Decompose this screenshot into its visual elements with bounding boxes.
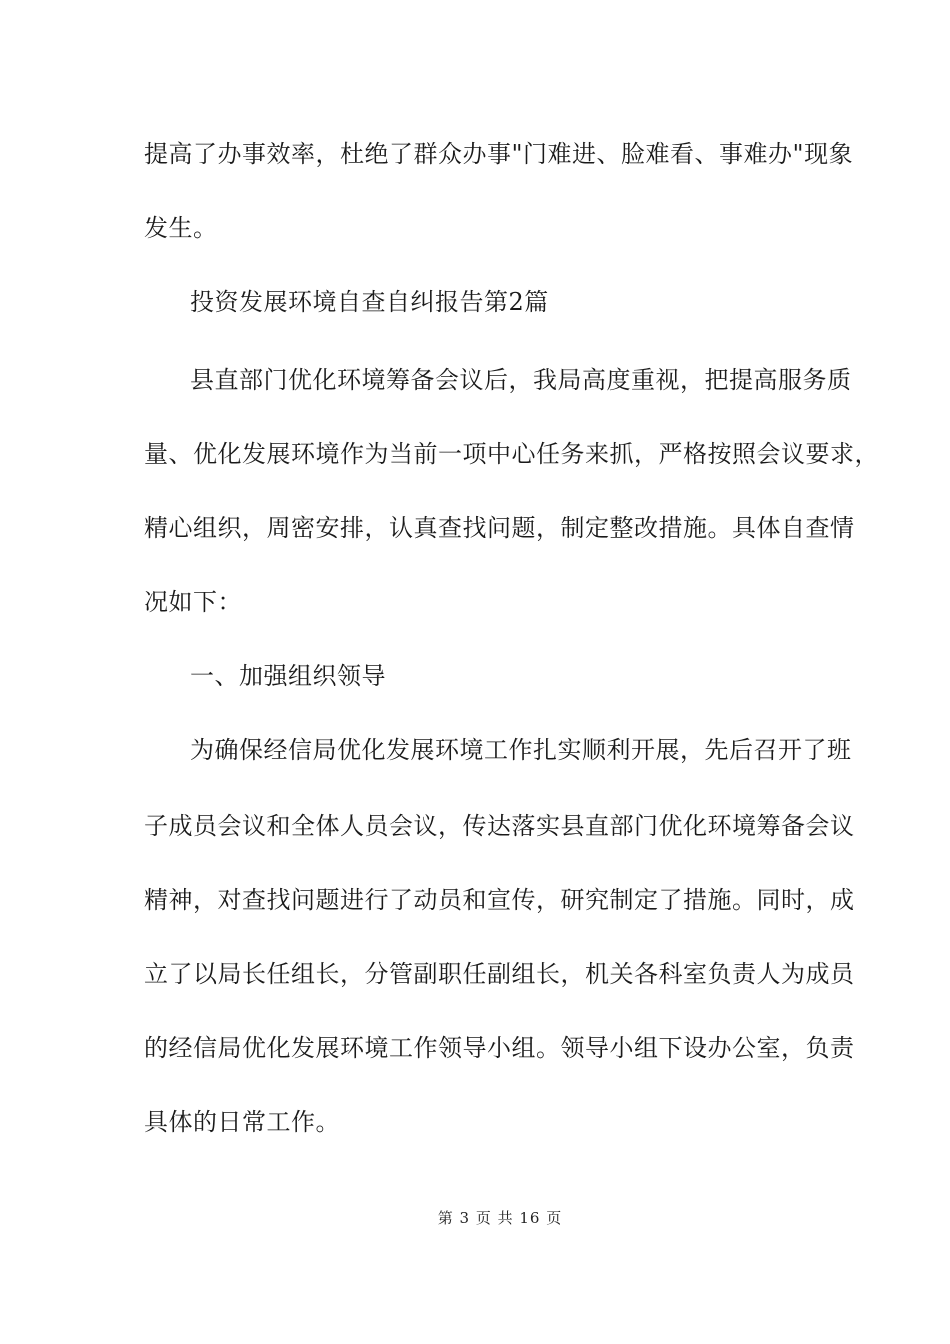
body-text-line: 发生。 [144, 214, 218, 242]
heading-one: 一、加强组织领导 [190, 662, 386, 690]
body-text-line: 精心组织，周密安排，认真查找问题，制定整改措施。具体自查情 [144, 514, 855, 542]
body-text-line: 具体的日常工作。 [144, 1108, 340, 1136]
section-title: 投资发展环境自查自纠报告第2篇 [190, 288, 549, 316]
body-text-line: 县直部门优化环境筹备会议后，我局高度重视，把提高服务质 [190, 366, 852, 394]
body-text-line: 精神，对查找问题进行了动员和宣传，研究制定了措施。同时，成 [144, 886, 855, 914]
body-text-line: 提高了办事效率，杜绝了群众办事"门难进、脸难看、事难办"现象 [144, 140, 854, 168]
page-number-footer: 第 3 页 共 16 页 [437, 1209, 563, 1227]
body-text-line: 子成员会议和全体人员会议，传达落实县直部门优化环境筹备会议 [144, 812, 855, 840]
body-text-line: 量、优化发展环境作为当前一项中心任务来抓，严格按照会议要求， [144, 440, 879, 468]
body-text-line: 立了以局长任组长，分管副职任副组长，机关各科室负责人为成员 [144, 960, 855, 988]
body-text-line: 况如下： [144, 588, 242, 616]
body-text-line: 的经信局优化发展环境工作领导小组。领导小组下设办公室，负责 [144, 1034, 855, 1062]
body-text-line: 为确保经信局优化发展环境工作扎实顺利开展，先后召开了班 [190, 736, 852, 764]
